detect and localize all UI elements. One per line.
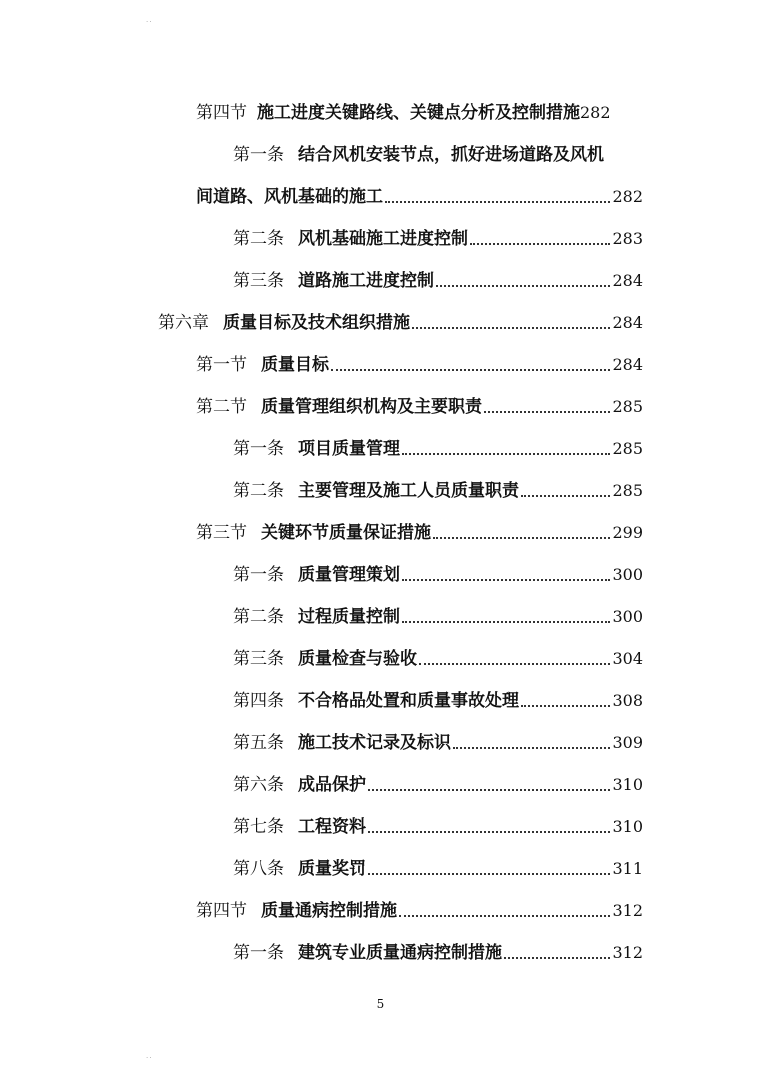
toc-entry-article-8-rewards[interactable] [233, 850, 643, 880]
toc-page-number: 310 [612, 775, 643, 794]
toc-title: 关键环节质量保证措施 [261, 523, 431, 543]
toc-title: 质量目标 [261, 355, 329, 375]
toc-title: 质量检查与验收 [298, 649, 417, 669]
dot-leader [419, 653, 610, 665]
dot-leader [436, 275, 610, 287]
dot-leader [504, 947, 610, 959]
toc-label: 第四节 [196, 901, 247, 921]
dot-leader [433, 527, 610, 539]
toc-label: 第一条 [233, 145, 284, 165]
toc-label: 第三节 [196, 523, 247, 543]
toc-entry-article-5-records[interactable] [233, 724, 643, 754]
toc-page-number: 285 [612, 397, 643, 416]
toc-entry-article-2-foundation[interactable] [233, 220, 643, 250]
toc-title: 道路施工进度控制 [298, 271, 434, 291]
toc-label: 第一节 [196, 355, 247, 375]
toc-title: 施工进度关键路线、关键点分析及控制措施 [257, 103, 580, 123]
toc-label: 第三条 [233, 649, 284, 669]
toc-title: 过程质量控制 [298, 607, 400, 627]
toc-page-number: 312 [612, 943, 643, 962]
toc-title: 不合格品处置和质量事故处理 [298, 691, 519, 711]
toc-entry-article-7-documents[interactable] [233, 808, 643, 838]
toc-entry-section-3-key-measures[interactable] [196, 514, 643, 544]
toc-label: 第四条 [233, 691, 284, 711]
toc-page-number: 309 [612, 733, 643, 752]
toc-title: 质量管理策划 [298, 565, 400, 585]
toc-entry-article-3-road[interactable] [233, 262, 643, 292]
toc-label: 第一条 [233, 565, 284, 585]
toc-title: 工程资料 [298, 817, 366, 837]
dot-leader [402, 569, 610, 581]
dot-leader [453, 737, 610, 749]
dot-leader [470, 233, 610, 245]
toc-label: 第一条 [233, 943, 284, 963]
dot-leader [484, 401, 610, 413]
toc-page-number: 284 [612, 355, 643, 374]
toc-label: 第七条 [233, 817, 284, 837]
toc-entry-article-1-wind-turbine[interactable] [233, 136, 643, 166]
toc-label: 第二节 [196, 397, 247, 417]
toc-label: 第六章 [158, 313, 209, 333]
dot-leader [368, 779, 610, 791]
toc-entry-section-4-schedule[interactable] [196, 94, 644, 124]
toc-entry-section-1-quality-goal[interactable] [196, 346, 643, 376]
dot-leader [331, 359, 610, 371]
toc-page-number: 285 [612, 481, 643, 500]
toc-page-number: 310 [612, 817, 643, 836]
dot-leader [402, 443, 610, 455]
toc-page-number: 282 [580, 103, 611, 122]
dot-leader [385, 191, 610, 203]
toc-title: 项目质量管理 [298, 439, 400, 459]
top-corner-mark: .. [146, 16, 153, 24]
toc-entry-article-2-staff-duties[interactable] [233, 472, 643, 502]
toc-title: 风机基础施工进度控制 [298, 229, 468, 249]
dot-leader [368, 863, 610, 875]
toc-label: 第二条 [233, 229, 284, 249]
dot-leader [521, 695, 610, 707]
dot-leader [368, 821, 610, 833]
toc-title: 施工技术记录及标识 [298, 733, 451, 753]
dot-leader [412, 317, 610, 329]
toc-label: 第三条 [233, 271, 284, 291]
toc-entry-article-6-protection[interactable] [233, 766, 643, 796]
toc-label: 第二条 [233, 481, 284, 501]
toc-entry-article-4-nonconforming[interactable] [233, 682, 643, 712]
toc-page-number: 285 [612, 439, 643, 458]
toc-title: 主要管理及施工人员质量职责 [298, 481, 519, 501]
toc-title: 质量管理组织机构及主要职责 [261, 397, 482, 417]
toc-title: 建筑专业质量通病控制措施 [298, 943, 502, 963]
toc-entry-article-1-continuation[interactable] [196, 178, 643, 208]
toc-page-number: 304 [612, 649, 643, 668]
toc-page-number: 312 [612, 901, 643, 920]
dot-leader [521, 485, 610, 497]
toc-label: 第四节 [196, 103, 247, 123]
page-number: 5 [376, 997, 385, 1011]
toc-entry-chapter-6-quality[interactable] [158, 304, 643, 334]
bottom-corner-mark: .. [146, 1052, 153, 1060]
toc-title: 质量通病控制措施 [261, 901, 397, 921]
dot-leader [399, 905, 610, 917]
toc-entry-section-4-common-defects[interactable] [196, 892, 643, 922]
toc-entry-article-2-process-control[interactable] [233, 598, 643, 628]
toc-page-number: 311 [612, 859, 643, 878]
toc-page-number: 300 [612, 565, 643, 584]
toc-page-number: 284 [612, 271, 643, 290]
toc-label: 第二条 [233, 607, 284, 627]
toc-label: 第一条 [233, 439, 284, 459]
toc-entry-article-1-planning[interactable] [233, 556, 643, 586]
toc-title: 间道路、风机基础的施工 [196, 187, 383, 207]
toc-entry-article-3-inspection[interactable] [233, 640, 643, 670]
toc-label: 第六条 [233, 775, 284, 795]
toc-page-number: 300 [612, 607, 643, 626]
toc-title: 质量奖罚 [298, 859, 366, 879]
toc-page-number: 308 [612, 691, 643, 710]
toc-label: 第八条 [233, 859, 284, 879]
toc-entry-section-2-organization[interactable] [196, 388, 643, 418]
toc-page-number: 284 [612, 313, 643, 332]
toc-page-number: 299 [612, 523, 643, 542]
toc-page-number: 283 [612, 229, 643, 248]
toc-entry-article-1-architecture-defects[interactable] [233, 934, 643, 964]
toc-page-number: 282 [612, 187, 643, 206]
toc-title: 结合风机安装节点，抓好进场道路及风机 [298, 145, 604, 165]
toc-label: 第五条 [233, 733, 284, 753]
toc-title: 成品保护 [298, 775, 366, 795]
toc-title: 质量目标及技术组织措施 [223, 313, 410, 333]
dot-leader [402, 611, 610, 623]
toc-entry-article-1-project-quality[interactable] [233, 430, 643, 460]
